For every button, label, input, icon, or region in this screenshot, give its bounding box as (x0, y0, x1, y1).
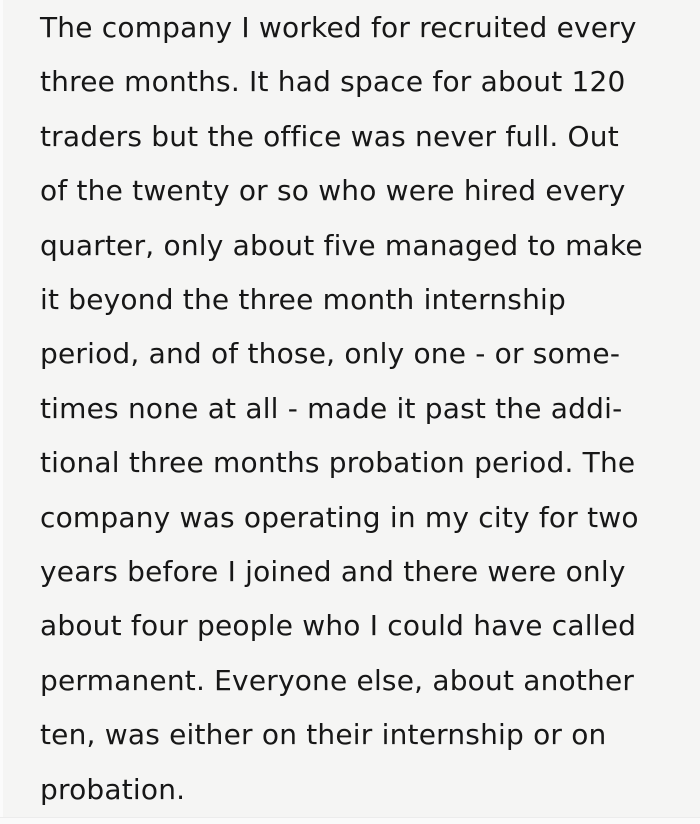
card-left-edge (0, 0, 3, 824)
text-line: about four people who I could have called (40, 609, 637, 643)
text-line: quarter, only about five managed to make (40, 228, 643, 262)
text-line: probation. (40, 772, 186, 806)
text-line: permanent. Everyone else, about another (40, 663, 635, 697)
text-line: it beyond the three month internship (40, 283, 566, 317)
card-bottom-edge (0, 817, 700, 824)
text-line: The company I worked for recruited every (40, 11, 637, 44)
text-line: period, and of those, only one - or some- (40, 337, 621, 371)
text-line: traders but the office was never full. Out (40, 119, 619, 153)
text-line: times none at all - made it past the addi- (40, 391, 623, 425)
text-line: three months. It had space for about 120 (40, 65, 626, 99)
text-line: of the twenty or so who were hired every (40, 174, 626, 208)
text-line: company was operating in my city for two (40, 500, 639, 534)
text-line: ten, was either on their internship or on (40, 718, 607, 752)
text-line: years before I joined and there were only (40, 555, 626, 589)
text-line: tional three months probation period. The (40, 446, 636, 480)
